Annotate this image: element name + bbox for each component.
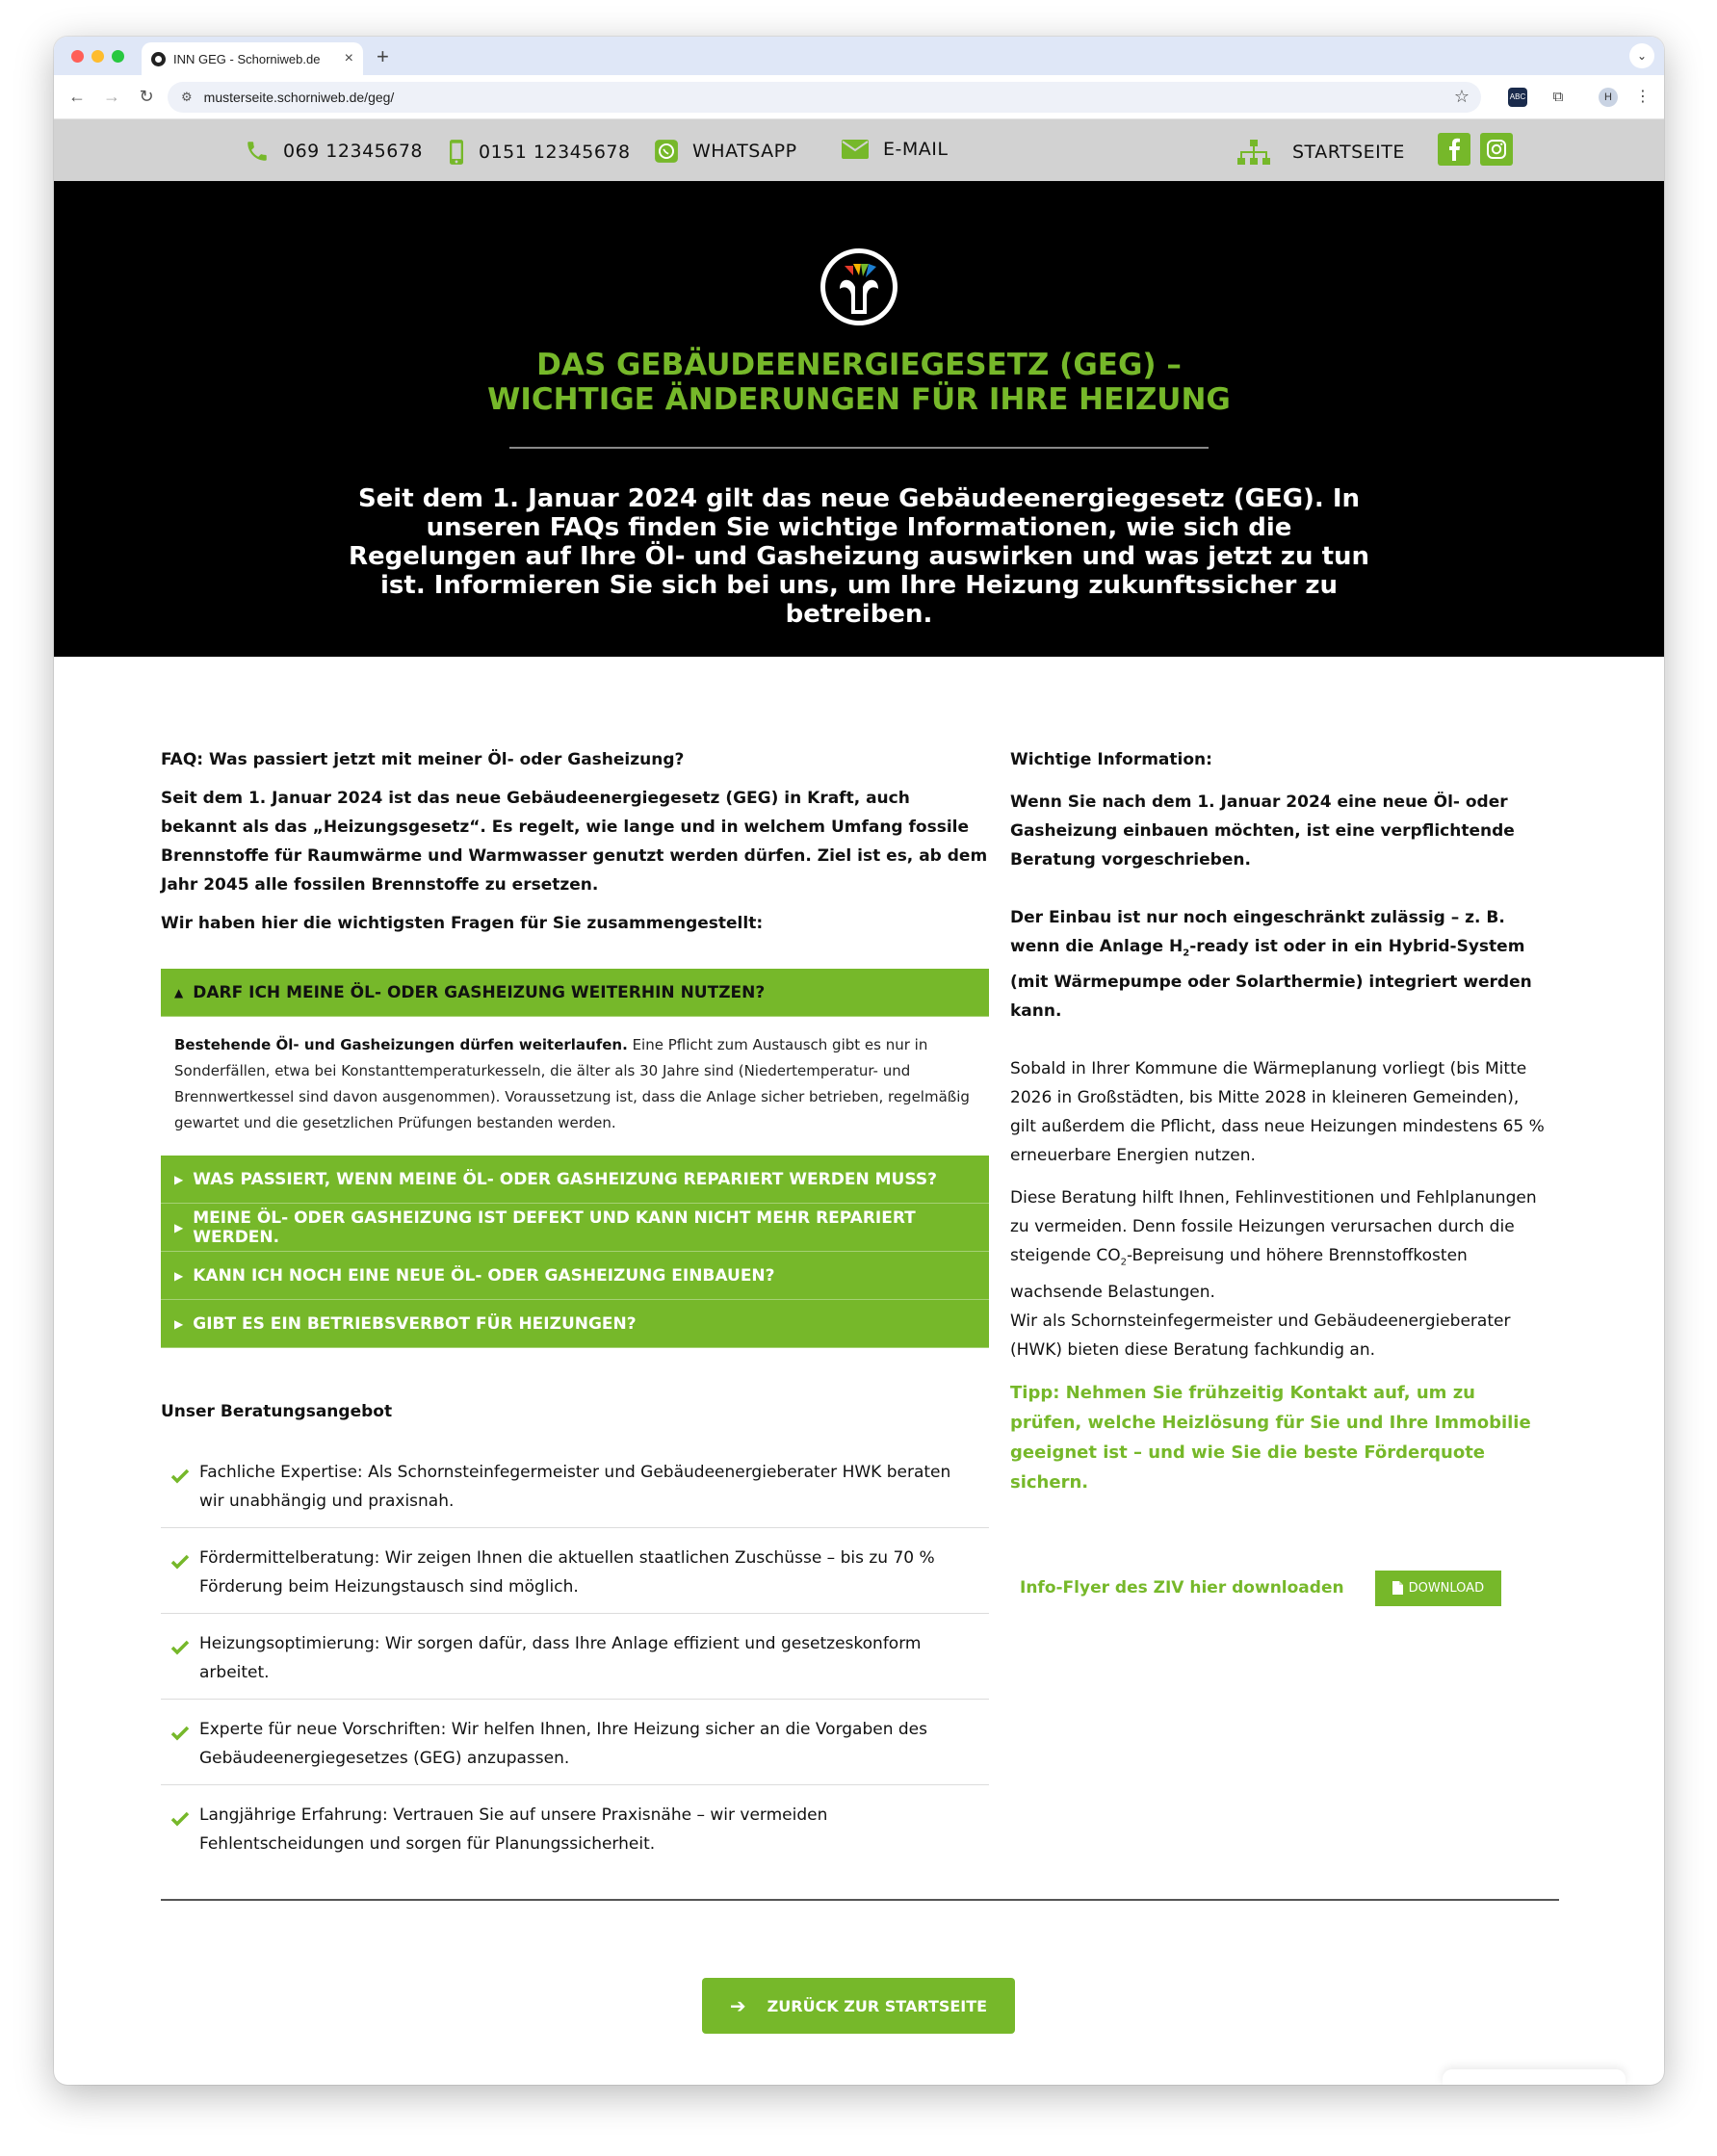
info-paragraph-5: Wir als Schornsteinfegermeister und Gebäudeenergieberater (HWK) bieten diese Beratung fachkundig an. xyxy=(1010,1311,1511,1360)
caret-right-icon: ▶ xyxy=(174,1172,184,1186)
site-settings-icon[interactable]: ⚙ xyxy=(181,90,193,104)
new-tab-icon[interactable]: + xyxy=(377,44,389,68)
sitemap-icon xyxy=(1236,139,1271,166)
offer-item xyxy=(161,1540,989,1614)
faq-question-label: GIBT ES EIN BETRIEBSVERBOT FÜR HEIZUNGEN? xyxy=(193,1313,637,1334)
faq-accordion xyxy=(161,969,989,1348)
whatsapp-icon xyxy=(654,139,679,164)
offer-list xyxy=(161,1454,989,1870)
caret-right-icon: ▶ xyxy=(174,1268,184,1283)
info-paragraph-2-b: -ready ist oder in ein Hybrid-System (mit Wärmepumpe oder Solarthermie) integriert werden kann. xyxy=(1010,937,1532,1022)
offer-item-text: Experte für neue Vorschriften: Wir helfen Ihnen, Ihre Heizung sicher an die Vorgaben des Gebäudeenergiegesetzes (GEG) anzupassen. xyxy=(199,1720,928,1768)
offer-title: Unser Beratungsangebot xyxy=(161,1402,393,1421)
faq-answer-bold: Bestehende Öl- und Gasheizungen dürfen weiterlaufen. xyxy=(174,1036,628,1053)
cookie-consent-tab[interactable] xyxy=(1443,2069,1626,2085)
info-paragraph-1: Wenn Sie nach dem 1. Januar 2024 eine neue Öl- oder Gasheizung einbauen möchten, ist eine verpflichtende Beratung vorgeschrieben. xyxy=(1010,792,1515,870)
tab-search-icon[interactable]: ⌄ xyxy=(1629,43,1654,68)
faq-question[interactable] xyxy=(161,1204,989,1252)
offer-item xyxy=(161,1454,989,1528)
facebook-link[interactable] xyxy=(1438,133,1470,166)
reload-icon[interactable]: ↻ xyxy=(139,87,154,106)
faq-question-label: WAS PASSIERT, WENN MEINE ÖL- ODER GASHEIZUNG REPARIERT WERDEN MUSS? xyxy=(193,1169,937,1189)
check-icon xyxy=(170,1629,199,1687)
active-tab[interactable] xyxy=(142,42,363,75)
check-icon xyxy=(170,1544,199,1601)
page-title-line-2: WICHTIGE ÄNDERUNGEN FÜR IHRE HEIZUNG xyxy=(487,382,1231,417)
phone-link[interactable] xyxy=(245,139,423,164)
caret-right-icon: ▶ xyxy=(174,1220,184,1234)
profile-avatar[interactable]: H xyxy=(1599,88,1618,107)
forward-icon[interactable]: → xyxy=(103,87,120,106)
instagram-link[interactable] xyxy=(1480,133,1513,166)
bookmark-star-icon[interactable]: ☆ xyxy=(1453,87,1470,106)
home-link[interactable] xyxy=(1236,139,1405,166)
offer-item-text: Langjährige Erfahrung: Vertrauen Sie auf unsere Praxisnähe – wir vermeiden Fehlentscheidungen und sorgen für Planungssicherheit. xyxy=(199,1805,828,1854)
back-to-home-label: ZURÜCK ZUR STARTSEITE xyxy=(767,1996,988,2015)
hero-divider xyxy=(509,447,1209,449)
info-title: Wichtige Information: xyxy=(1010,750,1212,769)
faq-answer-text: Eine Pflicht zum Austausch gibt es nur in Sonderfällen, etwa bei Konstanttemperaturkesseln, die älter als 30 Jahre sind (Niedertemperatur- und Brennwertkessel sind davon ausgenommen). Voraussetzung ist, dass die Anlage sicher betrieben, regelmäßig gewartet und die gesetzlichen Prüfungen bestanden werden. xyxy=(174,1036,970,1131)
browser-window xyxy=(54,37,1664,2085)
offer-item-text: Fördermittelberatung: Wir zeigen Ihnen die aktuellen staatlichen Zuschüsse – bis zu 70 % Förderung beim Heizungstausch sind möglich. xyxy=(199,1548,935,1597)
info-paragraph-3: Sobald in Ihrer Kommune die Wärmeplanung vorliegt (bis Mitte 2026 in Großstädten, bis Mitte 2028 in kleineren Gemeinden), gilt außerdem die Pflicht, dass neue Heizungen mindestens 65 % erneuerbare Energien nutzen. xyxy=(1010,1059,1545,1166)
back-icon[interactable]: ← xyxy=(68,87,86,106)
url-text[interactable]: musterseite.schorniweb.de/geg/ xyxy=(203,90,395,105)
offer-item xyxy=(161,1797,989,1870)
download-button[interactable] xyxy=(1375,1571,1502,1606)
contact-bar xyxy=(54,119,1664,181)
close-window-button[interactable] xyxy=(71,50,84,63)
email-link[interactable] xyxy=(841,139,948,160)
url-bar[interactable] xyxy=(168,82,1481,113)
page-title-line-1: DAS GEBÄUDEENERGIEGESETZ (GEG) – xyxy=(536,348,1182,382)
right-column xyxy=(1010,745,1549,1606)
address-bar-row xyxy=(54,75,1664,119)
tab-title: INN GEG - Schorniweb.de xyxy=(173,51,321,66)
minimize-window-button[interactable] xyxy=(91,50,104,63)
email-label[interactable]: E-MAIL xyxy=(883,139,949,160)
download-label: Info-Flyer des ZIV hier downloaden xyxy=(1020,1578,1344,1598)
info-paragraph-2 xyxy=(1010,903,1549,1026)
whatsapp-label[interactable]: WHATSAPP xyxy=(692,141,797,162)
back-to-home-button[interactable] xyxy=(702,1978,1015,2034)
info-paragraph-2-a: Der Einbau ist nur noch eingeschränkt zulässig – z. B. wenn die Anlage H xyxy=(1010,908,1505,956)
download-button-label: DOWNLOAD xyxy=(1408,1580,1485,1596)
extensions-puzzle-icon[interactable]: ⧉ xyxy=(1552,89,1564,105)
hero-lead: Seit dem 1. Januar 2024 gilt das neue Gebäudeenergiegesetz (GEG). In unseren FAQs finden Sie wichtige Informationen, wie sich die Regelungen auf Ihre Öl- und Gasheizung auswirken und was jetzt zu tun ist. Informieren Sie sich bei uns, um Ihre Heizung zukunftssicher zu betreiben. xyxy=(348,484,1370,629)
download-row xyxy=(1010,1571,1549,1606)
info-paragraph-4-b: -Bepreisung und höhere Brennstoffkosten wachsende Belastungen. xyxy=(1010,1246,1468,1302)
offer-item-text: Fachliche Expertise: Als Schornsteinfegermeister und Gebäudeenergieberater HWK beraten wir unabhängig und praxisnah. xyxy=(199,1463,951,1511)
email-icon xyxy=(841,139,870,160)
tip-text: Tipp: Nehmen Sie frühzeitig Kontakt auf, um zu prüfen, welche Heizlösung für Sie und Ihre Immobilie geeignet ist – und wie Sie die beste Förderquote sichern. xyxy=(1010,1382,1531,1493)
check-icon xyxy=(170,1801,199,1858)
offer-item-text: Heizungsoptimierung: Wir sorgen dafür, dass Ihre Anlage effizient und gesetzeskonform arbeitet. xyxy=(199,1634,922,1682)
faq-question-label: MEINE ÖL- ODER GASHEIZUNG IST DEFEKT UND KANN NICHT MEHR REPARIERT WERDEN. xyxy=(193,1208,916,1247)
page-title xyxy=(343,348,1375,417)
browser-menu-icon[interactable]: ⋮ xyxy=(1635,89,1651,105)
faq-title: FAQ: Was passiert jetzt mit meiner Öl- oder Gasheizung? xyxy=(161,750,685,769)
mobile-number[interactable]: 0151 12345678 xyxy=(479,142,631,163)
info-paragraph-4-sub: 2 xyxy=(1120,1257,1128,1268)
faq-answer xyxy=(161,1017,989,1156)
faq-intro: Seit dem 1. Januar 2024 ist das neue Gebäudeenergiegesetz (GEG) in Kraft, auch bekannt als das „Heizungsgesetz“. Es regelt, wie lange und in welchem Umfang fossile Brennstoffe für Raumwärme und Warmwasser genutzt werden dürfen. Ziel ist es, ab dem Jahr 2045 alle fossilen Brennstoffe zu ersetzen. xyxy=(161,789,988,895)
caret-right-icon: ▶ xyxy=(174,1316,184,1331)
info-paragraph-4-a: Diese Beratung hilft Ihnen, Fehlinvestitionen und Fehlplanungen zu vermeiden. Denn fossile Heizungen verursachen durch die steigende CO xyxy=(1010,1188,1537,1266)
info-paragraph-4 xyxy=(1010,1183,1549,1306)
caret-up-icon: ▲ xyxy=(174,985,184,1000)
faq-question-label: DARF ICH MEINE ÖL- ODER GASHEIZUNG WEITERHIN NUTZEN? xyxy=(193,982,766,1002)
questions-intro: Wir haben hier die wichtigsten Fragen für Sie zusammengestellt: xyxy=(161,914,764,933)
mobile-link[interactable] xyxy=(448,139,631,166)
faq-question-open[interactable] xyxy=(161,969,989,1017)
window-controls xyxy=(71,50,124,63)
left-column xyxy=(161,745,989,1882)
footer-divider xyxy=(161,1899,1559,1901)
phone-icon xyxy=(245,139,270,164)
check-icon xyxy=(170,1458,199,1516)
pdf-file-icon xyxy=(1392,1581,1403,1595)
info-paragraph-2-sub: 2 xyxy=(1183,948,1190,959)
mobile-phone-icon xyxy=(448,139,465,166)
hero-section xyxy=(54,181,1664,657)
home-label[interactable]: STARTSEITE xyxy=(1292,142,1405,163)
faq-question[interactable] xyxy=(161,1300,989,1348)
faq-question-label: KANN ICH NOCH EINE NEUE ÖL- ODER GASHEIZUNG EINBAUEN? xyxy=(193,1265,775,1286)
phone-number[interactable]: 069 12345678 xyxy=(283,141,424,162)
faq-question[interactable] xyxy=(161,1252,989,1300)
extension-icon[interactable]: ABC xyxy=(1508,88,1527,107)
arrow-right-icon: ➔ xyxy=(729,1994,746,2017)
close-tab-icon[interactable]: × xyxy=(344,50,353,66)
instagram-icon xyxy=(1486,139,1507,160)
chimney-sweep-guild-logo-icon xyxy=(819,247,899,327)
faq-question[interactable] xyxy=(161,1156,989,1204)
check-icon xyxy=(170,1715,199,1773)
offer-item xyxy=(161,1711,989,1785)
zoom-window-button[interactable] xyxy=(112,50,124,63)
facebook-icon xyxy=(1446,138,1462,161)
site-favicon-icon xyxy=(151,52,166,66)
tab-bar xyxy=(54,37,1664,75)
whatsapp-link[interactable] xyxy=(654,139,797,164)
offer-item xyxy=(161,1625,989,1700)
